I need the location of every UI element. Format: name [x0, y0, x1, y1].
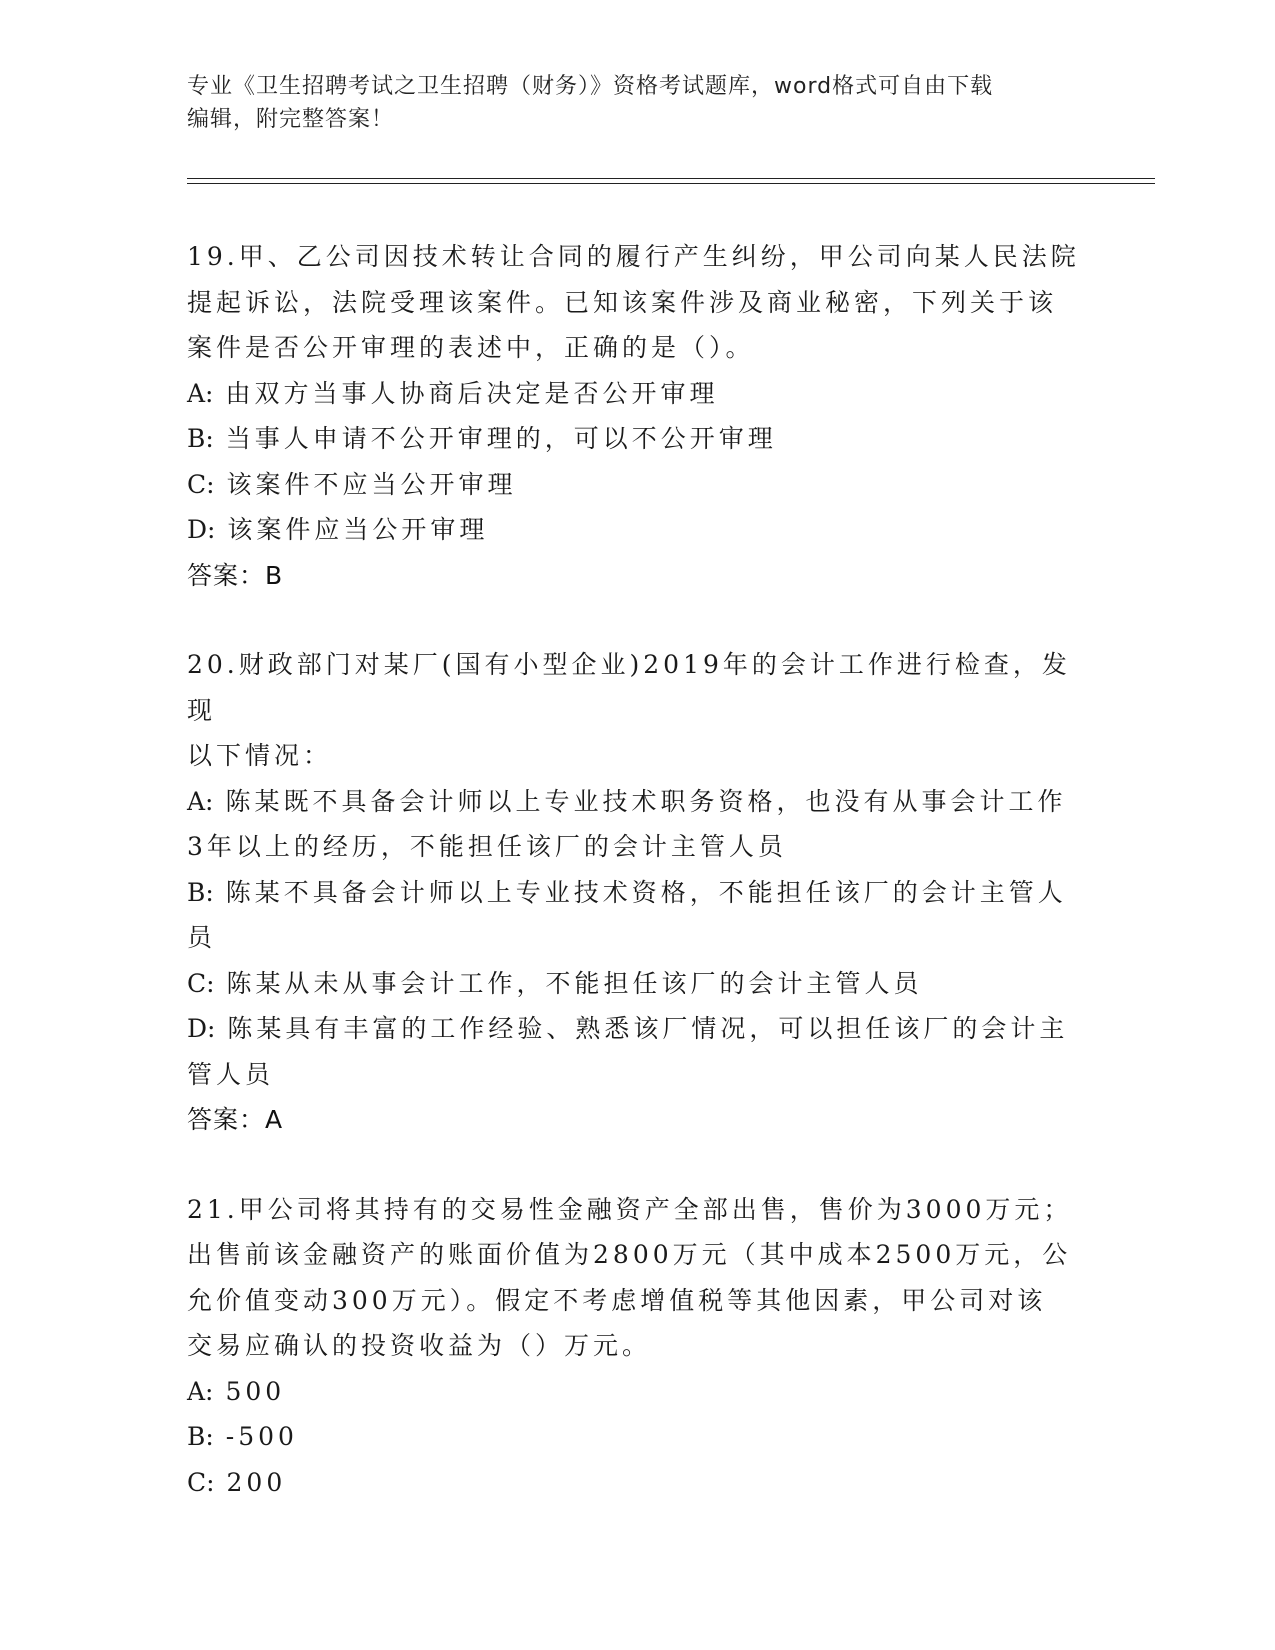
option-a-continued: 3年以上的经历，不能担任该厂的会计主管人员	[187, 832, 787, 861]
option-label: A:	[187, 378, 214, 408]
option-d	[187, 507, 1087, 553]
option-a	[187, 1369, 1087, 1415]
option-b-continued: 员	[187, 923, 217, 952]
question-19	[187, 234, 1087, 598]
option-c	[187, 961, 1087, 1007]
answer-line: 答案：A	[187, 1105, 284, 1134]
option-text: 陈某不具备会计师以上专业技术资格，不能担任该厂的会计主管人	[225, 877, 1067, 907]
question-stem-line: 允价值变动300万元）。假定不考虑增值税等其他因素，甲公司对该	[187, 1285, 1047, 1315]
option-text: -500	[225, 1422, 298, 1451]
header-line-1: 专业《卫生招聘考试之卫生招聘（财务）》资格考试题库，word格式可自由下载	[187, 74, 994, 99]
option-text: 陈某既不具备会计师以上专业技术职务资格，也没有从事会计工作	[225, 786, 1067, 816]
question-21	[187, 1187, 1087, 1506]
option-text: 该案件不应当公开审理	[226, 469, 517, 499]
option-a	[187, 371, 1087, 417]
option-text: 200	[226, 1467, 287, 1497]
question-stem-line: 21.甲公司将其持有的交易性金融资产全部出售，售价为3000万元；	[187, 1194, 1073, 1224]
question-stem-line: 出售前该金融资产的账面价值为2800万元（其中成本2500万元，公	[187, 1240, 1072, 1269]
option-text: 500	[225, 1376, 286, 1406]
option-text: 陈某具有丰富的工作经验、熟悉该厂情况，可以担任该厂的会计主	[227, 1014, 1069, 1043]
option-b	[187, 870, 1087, 916]
question-stem-line: 案件是否公开审理的表述中，正确的是（）。	[187, 333, 755, 362]
header-line-2: 编辑，附完整答案！	[187, 107, 395, 132]
question-stem-line: 以下情况：	[187, 741, 333, 770]
question-20	[187, 642, 1087, 1143]
option-c	[187, 462, 1087, 508]
option-label: B:	[187, 1422, 214, 1451]
option-label: D:	[187, 1014, 216, 1043]
question-stem-line: 交易应确认的投资收益为（）万元。	[187, 1331, 652, 1360]
option-c	[187, 1460, 1087, 1506]
option-a	[187, 779, 1087, 825]
option-d-continued: 管人员	[187, 1059, 275, 1089]
option-label: B:	[187, 424, 214, 453]
document-header	[187, 70, 1087, 136]
option-text: 该案件应当公开审理	[227, 515, 489, 544]
header-divider-top	[187, 178, 1155, 179]
header-divider-bottom	[187, 183, 1155, 184]
question-stem-line: 20.财政部门对某厂(国有小型企业)2019年的会计工作进行检查，发现	[187, 650, 1071, 725]
option-text: 陈某从未从事会计工作，不能担任该厂的会计主管人员	[226, 968, 923, 998]
option-label: C:	[187, 469, 215, 499]
question-stem-line: 提起诉讼，法院受理该案件。已知该案件涉及商业秘密，下列关于该	[187, 287, 1058, 317]
option-label: A:	[187, 1376, 214, 1406]
question-stem-line: 19.甲、乙公司因技术转让合同的履行产生纠纷，甲公司向某人民法院	[187, 242, 1080, 271]
option-label: C:	[187, 968, 215, 998]
option-b	[187, 1414, 1087, 1460]
option-d	[187, 1006, 1087, 1052]
option-label: D:	[187, 515, 216, 544]
answer-line: 答案：B	[187, 560, 284, 590]
option-b	[187, 416, 1087, 462]
option-text: 由双方当事人协商后决定是否公开审理	[225, 378, 719, 408]
option-label: B:	[187, 877, 214, 907]
option-label: A:	[187, 786, 214, 816]
question-list	[187, 234, 1087, 1549]
option-label: C:	[187, 1467, 215, 1497]
option-text: 当事人申请不公开审理的，可以不公开审理	[225, 424, 777, 453]
